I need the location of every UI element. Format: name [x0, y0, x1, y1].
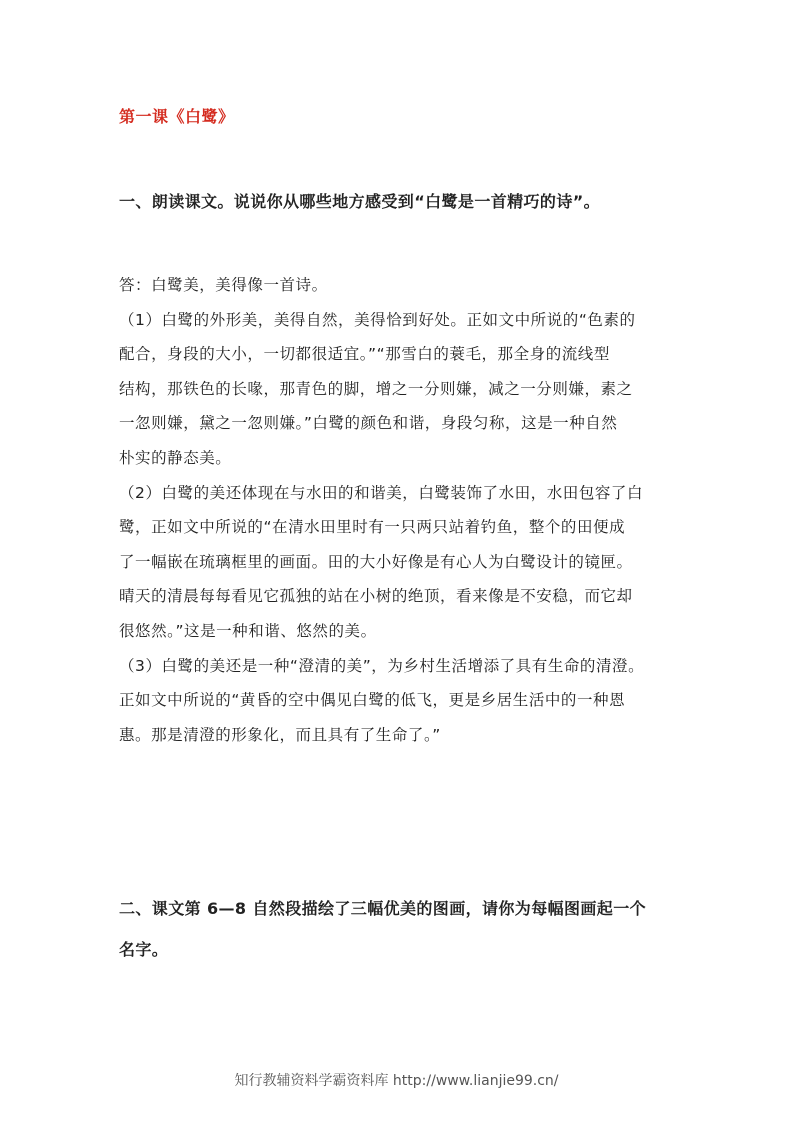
- answer-line: 鹭，正如文中所说的“在清水田里时有一只两只站着钓鱼，整个的田便成: [119, 518, 626, 537]
- answer-line: 配合，身段的大小，一切都很适宜。”“那雪白的蓑毛，那全身的流线型: [119, 345, 610, 364]
- answer-line: 一忽则嫌，黛之一忽则嫌。”白鹭的颜色和谐，身段匀称，这是一种自然: [119, 414, 618, 433]
- footer-watermark: 知行教辅资料学霸资料库 http://www.lianjie99.cn/: [234, 1073, 559, 1089]
- lesson-title: 第一课《白鹭》: [119, 107, 235, 126]
- answer-line: 答：白鹭美，美得像一首诗。: [119, 276, 328, 294]
- question-2-line: 名字。: [119, 940, 169, 959]
- question-2: [119, 898, 689, 980]
- answer-line: 晴天的清晨每每看见它孤独的站在小树的绝顶，看来像是不安稳，而它却: [119, 587, 633, 606]
- answer-line: （2）白鹭的美还体现在与水田的和谐美，白鹭装饰了水田，水田包容了白: [119, 483, 644, 502]
- answer-line: 朴实的静态美。: [119, 448, 232, 467]
- answer-line: 很悠然。”这是一种和谐、悠然的美。: [119, 621, 377, 640]
- answer-line: 了一幅嵌在琉璃框里的画面。田的大小好像是有心人为白鹭设计的镜匣。: [119, 552, 633, 571]
- answer-block: [119, 275, 679, 759]
- question-1: 一、朗读课文。说说你从哪些地方感受到“白鹭是一首精巧的诗”。: [119, 192, 601, 211]
- answer-line: 惠。那是清澄的形象化，而且具有了生命了。”: [119, 725, 441, 744]
- answer-line: （1）白鹭的外形美，美得自然，美得恰到好处。正如文中所说的“色素的: [119, 310, 636, 329]
- question-2-line: 二、课文第 6—8 自然段描绘了三幅优美的图画，请你为每幅图画起一个: [119, 899, 647, 918]
- answer-line: 正如文中所说的“黄昏的空中偶见白鹭的低飞，更是乡居生活中的一种恩: [119, 691, 626, 710]
- answer-line: 结构，那铁色的长喙，那青色的脚，增之一分则嫌，减之一分则嫌，素之: [119, 379, 633, 398]
- answer-line: （3）白鹭的美还是一种“澄清的美”，为乡村生活增添了具有生命的清澄。: [119, 656, 645, 675]
